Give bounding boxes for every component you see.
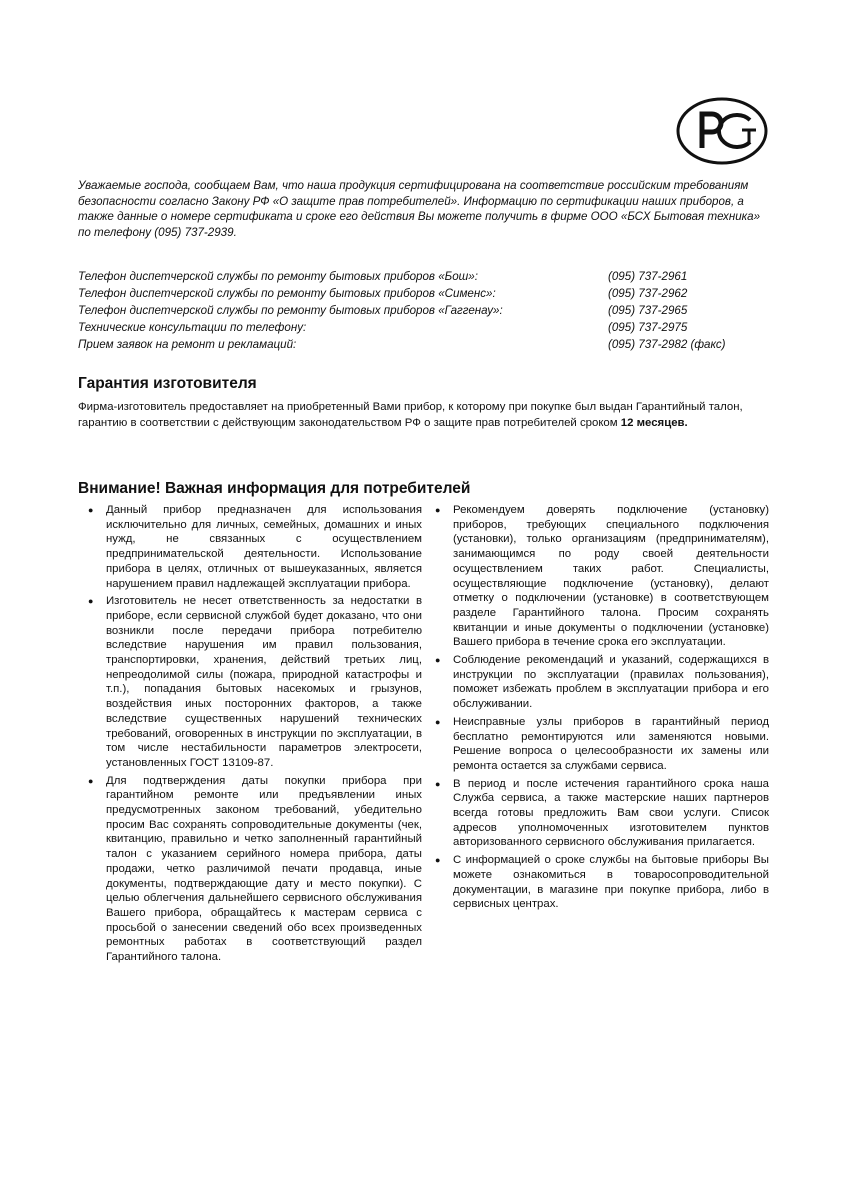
- list-item: ● Неисправные узлы приборов в гарантийный период бесплатно ремонтируются или заменяются новыми. Решение вопроса о целесообразности их замены или ремонта остается за службами сервиса.: [435, 715, 769, 774]
- info-column-right: [435, 503, 769, 915]
- phone-row: [78, 319, 772, 336]
- phone-number: (095) 737-2965: [608, 304, 688, 317]
- list-item: ● С информацией о сроке службы на бытовые приборы Вы можете ознакомиться в товаросопроводительной документации, в магазине при покупке прибора, либо в сервисных центрах.: [435, 853, 769, 912]
- phone-label: Технические консультации по телефону:: [78, 321, 307, 334]
- phone-label: Телефон диспетчерской службы по ремонту бытовых приборов «Бош»:: [78, 270, 478, 283]
- list-item: ● Соблюдение рекомендаций и указаний, содержащихся в инструкции по эксплуатации (правилах пользования), поможет избежать проблем в эксплуатации прибора и его обслуживании.: [435, 653, 769, 712]
- warranty-term: 12 месяцев.: [620, 416, 688, 429]
- list-item: ● Рекомендуем доверять подключение (установку) приборов, требующих специального подключения (установки), только организациям (предпринимателям), занимающимся по роду своей деятельности осуществлением таких работ. Специалисты, осуществляющие подключение (установку), делают отметку о подключении (установке) в соответствующем разделе Гарантийного талона. Просим сохранять квитанции и иные документы о подключении (установке) Вашего прибора в течение срока его эксплуатации.: [435, 503, 769, 650]
- phone-label: Телефон диспетчерской службы по ремонту бытовых приборов «Сименс»:: [78, 287, 496, 300]
- phone-number: (095) 737-2975: [608, 321, 688, 334]
- phone-label: Прием заявок на ремонт и рекламаций:: [78, 338, 297, 351]
- warranty-heading: Гарантия изготовителя: [78, 375, 257, 392]
- warranty-text: [78, 400, 772, 431]
- phone-row: [78, 302, 772, 319]
- phone-row: [78, 268, 772, 285]
- phone-number: (095) 737-2961: [608, 270, 688, 283]
- list-item: ● Для подтверждения даты покупки прибора при гарантийном ремонте или предъявлении иных предусмотренных законом требований, убедительно просим Вас сохранять сопроводительные документы (чек, квитанцию, правильно и четко заполненный гарантийный талон с указанием серийного номера прибора, даты продажи, четко различимой печати продавца, иные документы, подтверждающие дату и место покупки). С целью облегчения дальнейшего сервисного обслуживания Вашего прибора, обращайтесь к мастерам сервиса с просьбой о занесении сведений обо всех произведенных ремонтных работах в соответствующий раздел Гарантийного талона.: [88, 774, 422, 965]
- attention-heading: Внимание! Важная информация для потребителей: [78, 480, 471, 497]
- phone-label: Телефон диспетчерской службы по ремонту бытовых приборов «Гаггенау»:: [78, 304, 503, 317]
- phone-number: (095) 737-2982 (факс): [608, 338, 726, 351]
- rst-certification-mark-icon: [676, 96, 768, 166]
- certification-notice: Уважаемые господа, сообщаем Вам, что наша продукция сертифицирована на соответствие российским требованиям безопасности согласно Закону РФ «О защите прав потребителей». Информацию по сертификации наших приборов, а также данные о номере сертификата и сроке его действия Вы можете получить в фирме ООО «БСХ Бытовая техника» по телефону (095) 737-2939.: [78, 179, 761, 239]
- list-item: ● В период и после истечения гарантийного срока наша Служба сервиса, а также мастерские наших партнеров всегда готовы предложить Вам свои услуги. Список адресов уполномоченных изготовителем пунктов авторизованного сервисного обслуживания прилагается.: [435, 777, 769, 851]
- phone-row: [78, 336, 772, 353]
- list-item: ● Изготовитель не несет ответственность за недостатки в приборе, если сервисной службой будет доказано, что они возникли после передачи прибора потребителю вследствие нарушения им правил пользования, транспортировки, хранения, действий третьих лиц, непреодолимой силы (пожара, природной катастрофы и т.п.), попадания бытовых насекомых и грызунов, воздействия иных посторонних факторов, а также вследствие существенных нарушений технических требований, оговоренных в инструкции по эксплуатации, в том числе нестабильности параметров электросети, установленных ГОСТ 13109-87.: [88, 594, 422, 770]
- phone-list: [78, 268, 772, 353]
- warranty-body: Фирма-изготовитель предоставляет на приобретенный Вами прибор, к которому при покупке был выдан Гарантийный талон, гарантию в соответствии с действующим законодательством РФ о защите прав потребителей сроком: [78, 401, 743, 429]
- phone-number: (095) 737-2962: [608, 287, 688, 300]
- info-column-left: [88, 503, 422, 968]
- phone-row: [78, 285, 772, 302]
- list-item: ● Данный прибор предназначен для использования исключительно для личных, семейных, домашних и иных нужд, не связанных с осуществлением предпринимательской деятельности. Использование прибора в целях, отличных от вышеуказанных, является нарушением правил надлежащей эксплуатации прибора.: [88, 503, 422, 591]
